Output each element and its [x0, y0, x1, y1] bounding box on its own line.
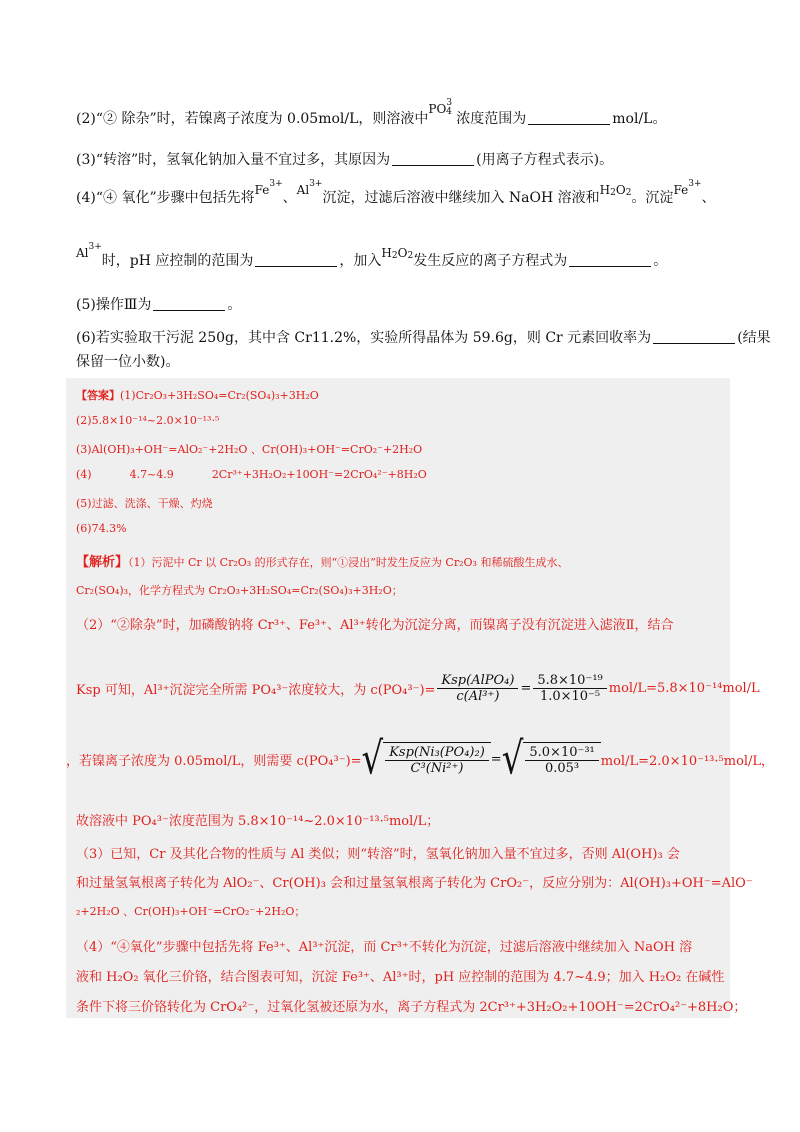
analysis-p3c: ₂+2H₂O 、Cr(OH)₃+OH⁻=CrO₂⁻+2H₂O； — [76, 905, 306, 918]
phosphate-ion: $PO^3_4$ — [428, 98, 453, 117]
ksp-fraction: $\frac{\text{Ksp(AlPO₄)}}{\text{c(Al³⁺)}}$ — [437, 673, 518, 704]
cube-root-2: √ $\frac{\text{5.0×10⁻³¹}}{\text{0.05³}}$ — [502, 742, 601, 776]
answer-line-2: (2)5.8×10⁻¹⁴~2.0×10⁻¹³·⁵ — [76, 414, 220, 427]
analysis-p4c: 条件下将三价铬转化为 CrO₄²⁻，过氧化氢被还原为水，离子方程式为 2Cr³⁺+3H₂O₂+10OH⁻=2CrO₄²⁻+8H₂O； — [76, 1000, 747, 1015]
analysis-p4b: 液和 H₂O₂ 氧化三价铬，结合图表可知，沉淀 Fe³⁺、Al³⁺时，pH 应控制的范围为 4.7~4.9；加入 H₂O₂ 在碱性 — [76, 970, 725, 985]
answer-line-4: (4) 4.7~4.9 2Cr³⁺+3H₂O₂+10OH⁻=2CrO₄²⁻+8H₂O — [76, 468, 427, 481]
answer-line-6: (6)74.3% — [76, 522, 127, 535]
answer-blank[interactable] — [392, 151, 474, 166]
answer-blank[interactable] — [653, 329, 735, 344]
analysis-p1b: Cr₂(SO₄)₃，化学方程式为 Cr₂O₃+3H₂SO₄=Cr₂(SO₄)₃+3H₂O； — [76, 584, 403, 597]
answer-blank[interactable] — [569, 252, 651, 267]
answer-line-5: (5)过滤、洗涤、干燥、灼烧 — [76, 497, 213, 510]
analysis-p1a: 【解析】（1）污泥中 Cr 以 Cr₂O₃ 的形式存在，则“①浸出”时发生反应为 Cr₂O₃ 和稀硫酸生成水、 — [76, 555, 569, 570]
answer-line-3: (3)Al(OH)₃+OH⁻=AlO₂⁻+2H₂O 、Cr(OH)₃+OH⁻=CrO₂⁻+2H₂O — [76, 443, 423, 456]
answer-line-1: 【答案】(1)Cr₂O₃+3H₂SO₄=Cr₂(SO₄)₃+3H₂O — [76, 389, 319, 402]
analysis-p3a: （3）已知，Cr 及其化合物的性质与 Al 类似；则“转溶”时，氢氧化钠加入量不宜过多，否则 Al(OH)₃ 会 — [76, 847, 680, 862]
question-6: (6)若实验取干污泥 250g，其中含 Cr11.2%，实验所得晶体为 59.6g，则 Cr 元素回收率为 (结果 — [76, 330, 771, 346]
fe-ion: $Fe^{3+}$ — [673, 179, 702, 197]
analysis-p2c: ，若镍离子浓度为 0.05mol/L，则需要 c(PO₄³⁻)= √ $\frac{\text{Ksp(Ni₃(PO₄)₂)}}{\text{C³(Ni²⁺)}}$ = √ $\frac{\text{5.0×10⁻³¹}}{\text{0.05³}}$ mol/L=2.0×10⁻¹³·⁵mol/L， — [66, 733, 775, 785]
answer-blank[interactable] — [153, 296, 225, 311]
question-2: (2)“② 除杂”时，若镍离子浓度为 0.05mol/L，则溶液中$PO^3_4$ 浓度范围为 mol/L。 — [76, 98, 667, 127]
question-4-line-2: $Al^{3+}$时，pH 应控制的范围为 ，加入$H_2O_2$发生反应的离子方程式为 。 — [76, 242, 668, 269]
al-ion: $Al^{3+}$ — [76, 242, 102, 260]
answer-blank[interactable] — [255, 252, 337, 267]
question-5: (5)操作Ⅲ为 。 — [76, 297, 242, 313]
analysis-p2d: 故溶液中 PO₄³⁻浓度范围为 5.8×10⁻¹⁴~2.0×10⁻¹³·⁵mol/L； — [76, 814, 440, 829]
h2o2-formula: $H_2O_2$ — [599, 183, 632, 198]
question-3: (3)“转溶”时，氢氧化钠加入量不宜过多，其原因为 (用离子方程式表示)。 — [76, 152, 614, 168]
h2o2-formula: $H_2O_2$ — [381, 246, 414, 261]
q2-text: (2)“② 除杂”时，若镍离子浓度为 0.05mol/L，则溶液中 — [76, 111, 429, 127]
analysis-p3b: 和过量氢氧根离子转化为 AlO₂⁻、Cr(OH)₃ 会和过量氢氧根离子转化为 CrO₂⁻，反应分别为：Al(OH)₃+OH⁻=AlO⁻ — [76, 876, 753, 891]
fe-ion: $Fe^{3+}$ — [254, 179, 283, 197]
question-4: (4)“④ 氧化”步骤中包括先将$Fe^{3+}$、$Al^{3+}$沉淀，过滤后溶液中继续加入 NaOH 溶液和$H_2O_2$。沉淀$Fe^{3+}$、 — [76, 179, 716, 206]
analysis-p2a: （2）“②除杂”时，加磷酸钠将 Cr³⁺、Fe³⁺、Al³⁺转化为沉淀分离，而镍离子没有沉淀进入滤液Ⅱ，结合 — [76, 618, 674, 633]
cube-root-1: √ $\frac{\text{Ksp(Ni₃(PO₄)₂)}}{\text{C³(Ni²⁺)}}$ — [362, 742, 491, 776]
answer-blank[interactable] — [528, 110, 610, 125]
al-ion: $Al^{3+}$ — [296, 179, 323, 197]
value-fraction: $\frac{\text{5.8×10⁻¹⁹}}{\text{1.0×10⁻⁵}}$ — [533, 673, 606, 704]
question-6-line-2: 保留一位小数)。 — [76, 354, 180, 370]
analysis-p4a: （4）“④氧化”步骤中包括先将 Fe³⁺、Al³⁺沉淀，而 Cr³⁺不转化为沉淀，过滤后溶液中继续加入 NaOH 溶 — [76, 940, 693, 955]
analysis-p2b: Ksp 可知，Al³⁺沉淀完全所需 PO₄³⁻浓度较大，为 c(PO₄³⁻)= $\frac{\text{Ksp(AlPO₄)}}{\text{c(Al³⁺)}}$ = $\frac{\text{5.8×10⁻¹⁹}}{\text{1.0×10⁻⁵}}$ mol/L=5.8×10⁻¹⁴mol/L — [76, 673, 760, 704]
